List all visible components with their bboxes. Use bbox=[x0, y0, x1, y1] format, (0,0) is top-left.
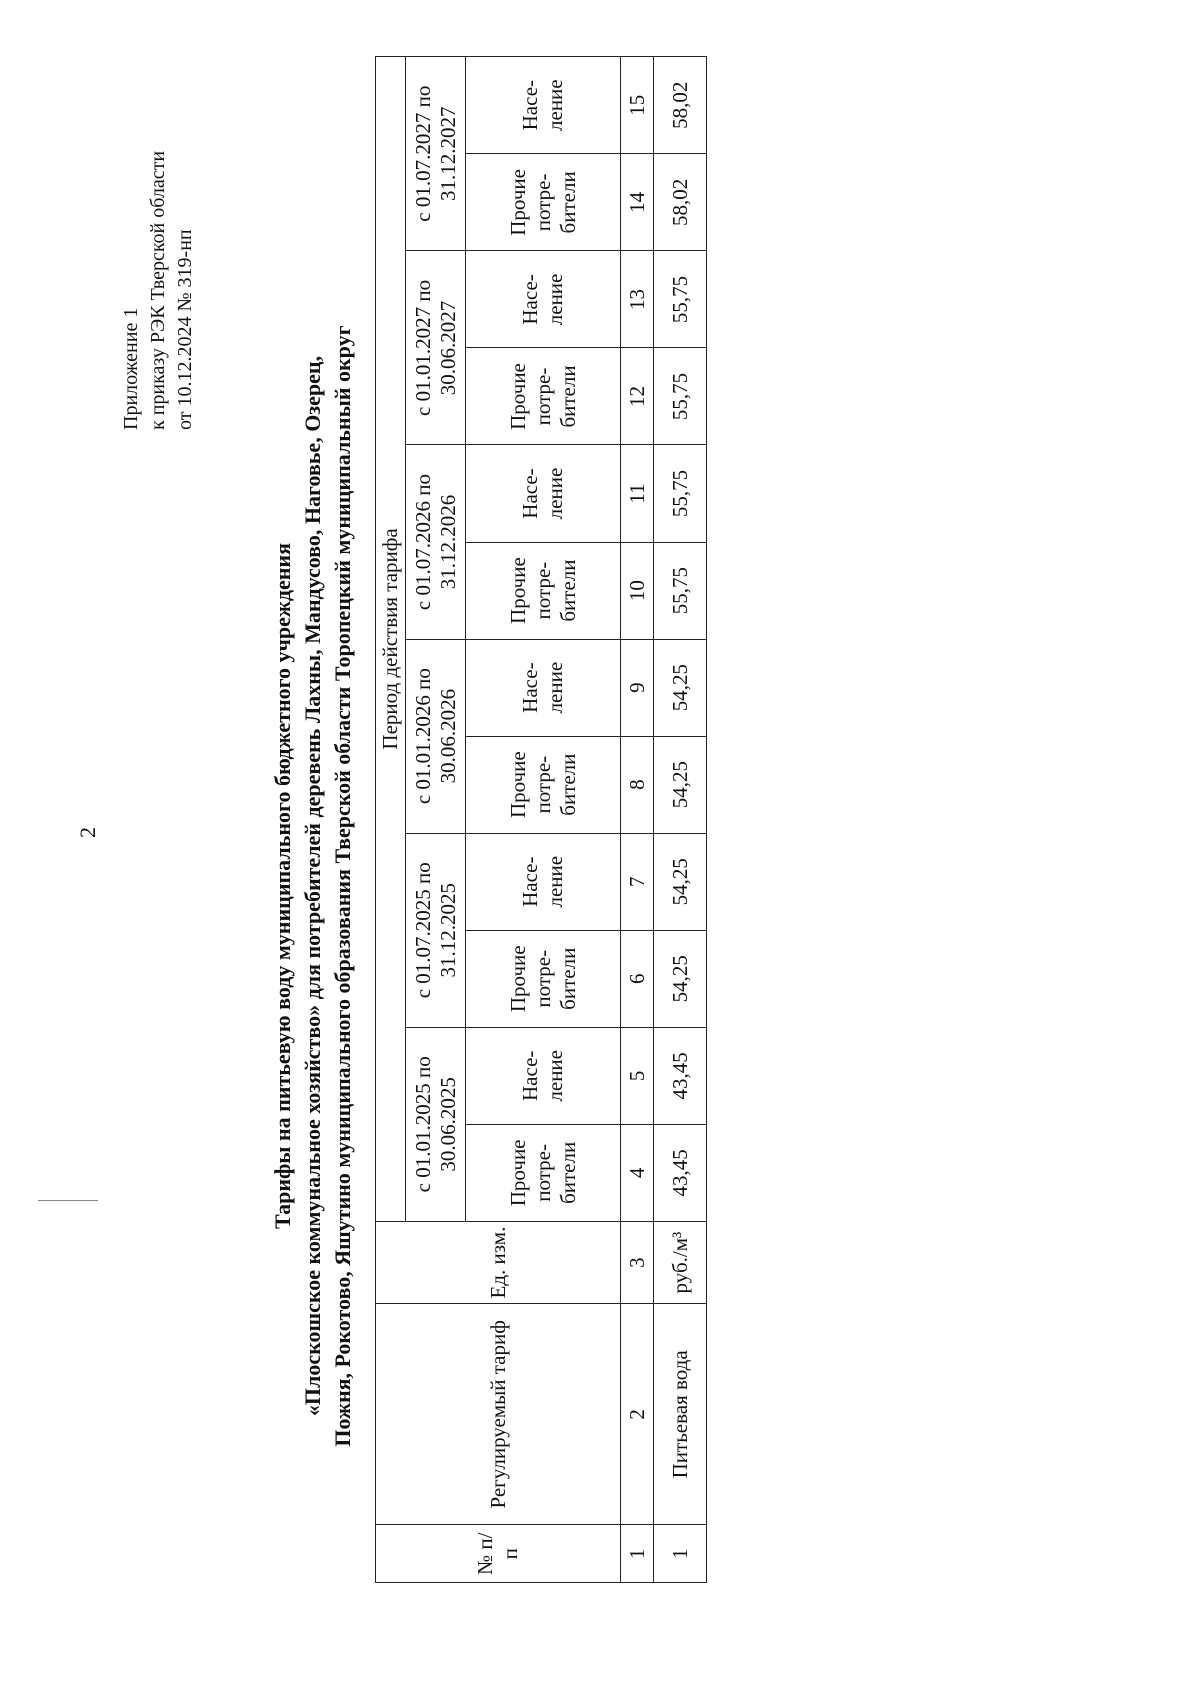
period-header: с 01.07.2025 по 31.12.2025 bbox=[406, 833, 466, 1027]
consumer-population-header: Насе-ление bbox=[466, 57, 621, 154]
consumer-other-header: Прочие потре-бители bbox=[466, 736, 621, 833]
row-tariff-name: Питьевая вода bbox=[654, 1304, 707, 1525]
consumer-population-header: Насе-ление bbox=[466, 1027, 621, 1124]
consumer-population-header: Насе-ление bbox=[466, 251, 621, 348]
page-number: 2 bbox=[75, 827, 100, 838]
column-index: 1 bbox=[621, 1525, 654, 1583]
row-unit: руб./м³ bbox=[654, 1221, 707, 1303]
tariff-value: 55,75 bbox=[654, 348, 707, 445]
header-tariff: Регулируемый тариф bbox=[376, 1304, 621, 1525]
consumer-other-header: Прочие потре-бители bbox=[466, 1124, 621, 1221]
consumer-other-header: Прочие потре-бители bbox=[466, 542, 621, 639]
column-index: 2 bbox=[621, 1304, 654, 1525]
header-unit: Ед. изм. bbox=[376, 1221, 621, 1303]
header-period-group: Период действия тарифа bbox=[376, 57, 406, 1222]
column-index: 5 bbox=[621, 1027, 654, 1124]
title-line: Тарифы на питьевую воду муниципального бюджетного учреждения bbox=[270, 542, 295, 1230]
tariff-value: 58,02 bbox=[654, 57, 707, 154]
column-index: 13 bbox=[621, 251, 654, 348]
document-title bbox=[268, 136, 358, 1636]
tariff-value: 54,25 bbox=[654, 930, 707, 1027]
row-num: 1 bbox=[654, 1525, 707, 1583]
consumer-population-header: Насе-ление bbox=[466, 639, 621, 736]
column-index: 4 bbox=[621, 1124, 654, 1221]
tariff-value: 55,75 bbox=[654, 542, 707, 639]
column-index: 15 bbox=[621, 57, 654, 154]
appendix-block bbox=[118, 90, 199, 430]
table-row bbox=[654, 57, 707, 1583]
column-index: 7 bbox=[621, 833, 654, 930]
consumer-population-header: Насе-ление bbox=[466, 445, 621, 542]
period-header: с 01.01.2027 по 30.06.2027 bbox=[406, 251, 466, 445]
header-num: № п/п bbox=[376, 1525, 621, 1583]
tariff-table bbox=[375, 56, 707, 1583]
column-index: 10 bbox=[621, 542, 654, 639]
consumer-population-header: Насе-ление bbox=[466, 833, 621, 930]
period-header: с 01.01.2025 по 30.06.2025 bbox=[406, 1027, 466, 1221]
tariff-value: 54,25 bbox=[654, 833, 707, 930]
footer-line bbox=[38, 1200, 98, 1201]
period-header: с 01.01.2026 по 30.06.2026 bbox=[406, 639, 466, 833]
period-header: с 01.07.2027 по 31.12.2027 bbox=[406, 57, 466, 251]
consumer-other-header: Прочие потре-бители bbox=[466, 154, 621, 251]
column-index: 11 bbox=[621, 445, 654, 542]
appendix-line: к приказу РЭК Тверской области bbox=[147, 150, 169, 430]
column-index: 6 bbox=[621, 930, 654, 1027]
tariff-value: 54,25 bbox=[654, 736, 707, 833]
tariff-value: 43,45 bbox=[654, 1027, 707, 1124]
column-index: 8 bbox=[621, 736, 654, 833]
appendix-line: от 10.12.2024 № 319-нп bbox=[174, 229, 196, 430]
column-index: 3 bbox=[621, 1221, 654, 1303]
tariff-value: 58,02 bbox=[654, 154, 707, 251]
tariff-value: 54,25 bbox=[654, 639, 707, 736]
column-index: 9 bbox=[621, 639, 654, 736]
appendix-line: Приложение 1 bbox=[120, 307, 142, 430]
tariff-value: 55,75 bbox=[654, 445, 707, 542]
consumer-other-header: Прочие потре-бители bbox=[466, 930, 621, 1027]
column-index: 12 bbox=[621, 348, 654, 445]
column-index: 14 bbox=[621, 154, 654, 251]
period-header: с 01.07.2026 по 31.12.2026 bbox=[406, 445, 466, 639]
title-line: Пожня, Рокотово, Яшутино муниципального образования Тверской области Торопецкий муниципальный округ bbox=[330, 325, 355, 1447]
tariff-value: 43,45 bbox=[654, 1124, 707, 1221]
title-line: «Плоскошское коммунальное хозяйство» для потребителей деревень Лахны, Мандусово, Наговье, Озерец, bbox=[300, 355, 325, 1417]
consumer-other-header: Прочие потре-бители bbox=[466, 348, 621, 445]
tariff-value: 55,75 bbox=[654, 251, 707, 348]
